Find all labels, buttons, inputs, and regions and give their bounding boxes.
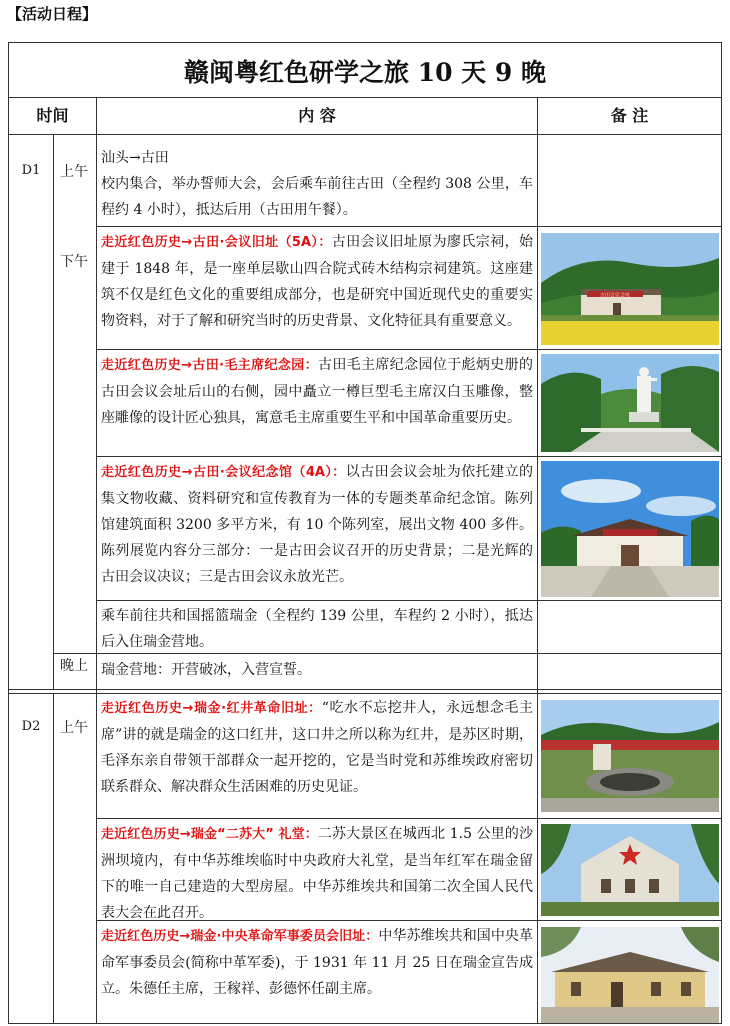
photo-gutian-memorial-hall <box>541 461 719 597</box>
rule <box>9 693 721 694</box>
activity-text: 二苏大景区在城西北 1.5 公里的沙洲坝境内，有中华苏维埃临时中央政府大礼堂，是当年红军在瑞金留下的唯一自己建造的大型房屋。中华苏维埃共和国第二次全国人民代表大会在此召开。 <box>101 826 533 921</box>
activity-cell <box>101 145 533 223</box>
header-time: 时间 <box>36 106 69 125</box>
activity-cell <box>101 352 533 431</box>
rule <box>9 689 721 690</box>
rule <box>96 97 97 1024</box>
day-label: D1 <box>21 163 41 178</box>
header-notes: 备 注 <box>610 106 649 125</box>
rule <box>96 349 721 350</box>
activity-cell <box>101 657 533 683</box>
rule <box>53 134 54 689</box>
activity-highlight: 走近红色历史→瑞金“二苏大” 礼堂： <box>101 827 318 842</box>
itinerary-title: 赣闽粤红色研学之旅 10 天 9 晚 <box>183 58 546 87</box>
activity-line: 校内集合，举办誓师大会，会后乘车前往古田（全程约 308 公里，车程约 4 小时），抵达后用（古田用午餐）。 <box>101 176 533 218</box>
activity-line: 汕头→古田 <box>101 150 169 166</box>
activity-cell <box>101 821 533 926</box>
period-label: 晚上 <box>60 658 88 674</box>
activity-cell <box>101 459 533 590</box>
day-label: D2 <box>21 719 41 734</box>
activity-cell <box>101 695 533 800</box>
rule <box>96 226 721 227</box>
activity-highlight: 走近红色历史→瑞金·中央革命军事委员会旧址： <box>101 929 379 944</box>
period-label: 上午 <box>60 164 88 180</box>
rule <box>96 600 721 601</box>
section-heading: 【活动日程】 <box>7 5 98 23</box>
photo-mao-memorial-statue <box>541 354 719 452</box>
photo-second-congress-hall <box>541 824 719 916</box>
photo-gutian-meeting-site <box>541 233 719 345</box>
activity-highlight: 走近红色历史→瑞金·红井革命旧址： <box>101 701 322 716</box>
rule <box>53 693 54 1024</box>
rule <box>96 456 721 457</box>
activity-highlight: 走近红色历史→古田·毛主席纪念园： <box>101 358 318 373</box>
activity-highlight: 走近红色历史→古田·会议旧址（5A）： <box>101 235 332 250</box>
activity-cell <box>101 603 533 655</box>
header-content: 内 容 <box>298 106 336 125</box>
activity-text: 中华苏维埃共和国中央革命军事委员会(简称中革军委)，于 1931 年 11 月 25 日在瑞金宣告成立。朱德任主席，王稼祥、彭德怀任副主席。 <box>101 928 534 997</box>
activity-highlight: 走近红色历史→古田·会议纪念馆（4A）： <box>101 465 346 480</box>
activity-text: 古田毛主席纪念园位于彪炳史册的古田会议会址后山的右侧，园中矗立一樽巨型毛主席汉白玉雕像，整座雕像的设计匠心独具，寓意毛主席重要生平和中国革命重要历史。 <box>101 357 533 426</box>
activity-text: 瑞金营地：开营破冰，入营宣誓。 <box>101 662 311 678</box>
rule <box>9 134 721 135</box>
rule <box>96 818 721 819</box>
period-label: 上午 <box>60 720 88 736</box>
period-label: 下午 <box>60 254 88 270</box>
activity-text: 以古田会议会址为依托建立的集文物收藏、资料研究和宣传教育为一体的专题类革命纪念馆。陈列馆建筑面积 3200 多平方米，有 10 个陈列室，展出文物 400 多件。陈列展览内容分三部分：一是古田会议召开的历史背景；二是光辉的古田会议决议；三是古田会议永放光芒。 <box>101 464 533 585</box>
activity-cell <box>101 229 533 334</box>
activity-text: 乘车前往共和国摇篮瑞金（全程约 139 公里，车程约 2 小时），抵达后入住瑞金营地。 <box>101 608 533 650</box>
site-sign-text: 古田会议会址 <box>599 292 631 299</box>
schedule-table <box>8 42 722 1024</box>
activity-text: 古田会议旧址原为廖氏宗祠，始建于 1848 年，是一座单层歇山四合院式砖木结构宗祠建筑。这座建筑不仅是红色文化的重要组成部分，也是研究中国近现代史的重要实物资料，对于了解和研究当时的历史背景、文化特征具有重要意义。 <box>101 234 533 329</box>
photo-red-well <box>541 700 719 812</box>
activity-text: “吃水不忘挖井人，永远想念毛主席”讲的就是瑞金的这口红井，这口井之所以称为红井，是苏区时期，毛泽东亲自带领干部群众一起开挖的，它是当时党和苏维埃政府密切联系群众、解决群众生活困难的历史见证。 <box>101 700 533 795</box>
rule <box>537 97 538 1024</box>
photo-central-military-commission <box>541 927 719 1024</box>
activity-cell <box>101 923 533 1002</box>
